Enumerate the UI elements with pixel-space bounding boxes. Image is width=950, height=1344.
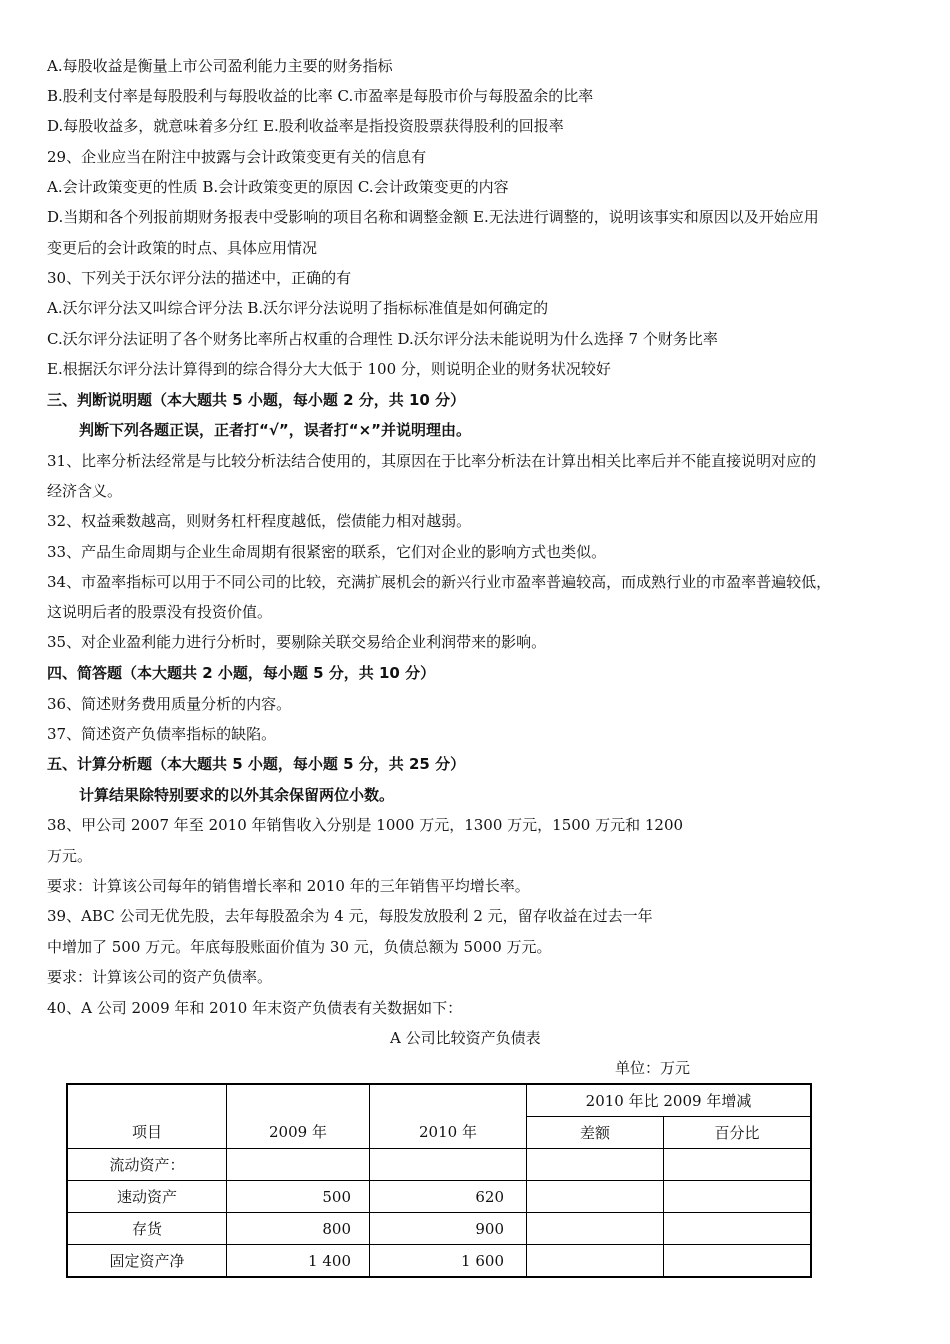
question-30: 30、下列关于沃尔评分法的描述中，正确的有 [47,269,352,287]
option-line: D.当期和各个列报前期财务报表中受影响的项目名称和调整金额 E.无法进行调整的，说明该事实和原因以及开始应用 [47,208,819,226]
value-2010: 1 600 [370,1245,527,1278]
option-line: E.根据沃尔评分法计算得到的综合得分大大低于 100 分，则说明企业的财务状况较好 [47,360,611,378]
question-38-cont: 万元。 [47,847,93,865]
value-2009: 1 400 [227,1245,370,1278]
question-29: 29、企业应当在附注中披露与会计政策变更有关的信息有 [47,148,427,166]
table-title: A 公司比较资产负债表 [390,1029,541,1047]
section-5-heading: 五、计算分析题（本大题共 5 小题，每小题 5 分，共 25 分） [47,755,466,773]
question-37: 37、简述资产负债率指标的缺陷。 [47,725,277,743]
value-difference [527,1181,664,1213]
section-4-heading: 四、简答题（本大题共 2 小题，每小题 5 分，共 10 分） [47,664,436,682]
question-40: 40、A 公司 2009 年和 2010 年末资产负债表有关数据如下： [47,999,463,1017]
value-2009 [227,1149,370,1181]
row-label: 存货 [67,1213,227,1245]
section-5-instruction: 计算结果除特别要求的以外其余保留两位小数。 [79,786,395,804]
table-row [67,1181,811,1213]
header-item: 项目 [67,1084,227,1149]
row-label: 速动资产 [67,1181,227,1213]
table-row [67,1213,811,1245]
value-2009: 800 [227,1213,370,1245]
question-33: 33、产品生命周期与企业生命周期有很紧密的联系，它们对企业的影响方式也类似。 [47,543,607,561]
table-row [67,1149,811,1181]
value-2010: 900 [370,1213,527,1245]
header-percentage: 百分比 [664,1117,812,1149]
option-line: A.会计政策变更的性质 B.会计政策变更的原因 C.会计政策变更的内容 [47,178,509,196]
value-percentage [664,1213,812,1245]
question-34-cont: 这说明后者的股票没有投资价值。 [47,603,273,621]
section-3-heading: 三、判断说明题（本大题共 5 小题，每小题 2 分，共 10 分） [47,391,466,409]
balance-sheet-table [66,1083,812,1278]
table-row [67,1245,811,1278]
header-change-group: 2010 年比 2009 年增减 [527,1084,812,1117]
value-difference [527,1245,664,1278]
question-32: 32、权益乘数越高，则财务杠杆程度越低，偿债能力相对越弱。 [47,512,472,530]
option-line: D.每股收益多，就意味着多分红 E.股利收益率是指投资股票获得股利的回报率 [47,117,564,135]
value-percentage [664,1149,812,1181]
table-header-row [67,1084,811,1117]
value-2010: 620 [370,1181,527,1213]
question-31-cont: 经济含义。 [47,482,123,500]
value-percentage [664,1181,812,1213]
value-2009: 500 [227,1181,370,1213]
row-label: 流动资产： [67,1149,227,1181]
value-2010 [370,1149,527,1181]
option-line: B.股利支付率是每股股利与每股收益的比率 C.市盈率是每股市价与每股盈余的比率 [47,87,594,105]
question-39: 39、ABC 公司无优先股，去年每股盈余为 4 元，每股发放股利 2 元，留存收益在过去一年 [47,907,653,925]
section-3-instruction: 判断下列各题正误，正者打“√”，误者打“×”并说明理由。 [79,421,472,439]
option-line: A.每股收益是衡量上市公司盈利能力主要的财务指标 [47,57,393,75]
header-difference: 差额 [527,1117,664,1149]
value-difference [527,1213,664,1245]
option-line: A.沃尔评分法又叫综合评分法 B.沃尔评分法说明了指标标准值是如何确定的 [47,299,549,317]
question-39-requirement: 要求：计算该公司的资产负债率。 [47,968,273,986]
value-difference [527,1149,664,1181]
header-2010: 2010 年 [370,1084,527,1149]
value-percentage [664,1245,812,1278]
question-35: 35、对企业盈利能力进行分析时，要剔除关联交易给企业利润带来的影响。 [47,633,547,651]
question-38-requirement: 要求：计算该公司每年的销售增长率和 2010 年的三年销售平均增长率。 [47,877,530,895]
option-line: C.沃尔评分法证明了各个财务比率所占权重的合理性 D.沃尔评分法未能说明为什么选择 7 个财务比率 [47,330,718,348]
header-2009: 2009 年 [227,1084,370,1149]
question-34: 34、市盈率指标可以用于不同公司的比较，充满扩展机会的新兴行业市盈率普遍较高，而成熟行业的市盈率普遍较低， [47,573,832,591]
question-36: 36、简述财务费用质量分析的内容。 [47,695,292,713]
question-38: 38、甲公司 2007 年至 2010 年销售收入分别是 1000 万元，1300 万元，1500 万元和 1200 [47,816,684,834]
option-line: 变更后的会计政策的时点、具体应用情况 [47,239,318,257]
table-unit: 单位：万元 [615,1059,691,1077]
question-39-cont: 中增加了 500 万元。年底每股账面价值为 30 元，负债总额为 5000 万元。 [47,938,552,956]
question-31: 31、比率分析法经常是与比较分析法结合使用的，其原因在于比率分析法在计算出相关比率后并不能直接说明对应的 [47,452,817,470]
row-label: 固定资产净 [67,1245,227,1278]
